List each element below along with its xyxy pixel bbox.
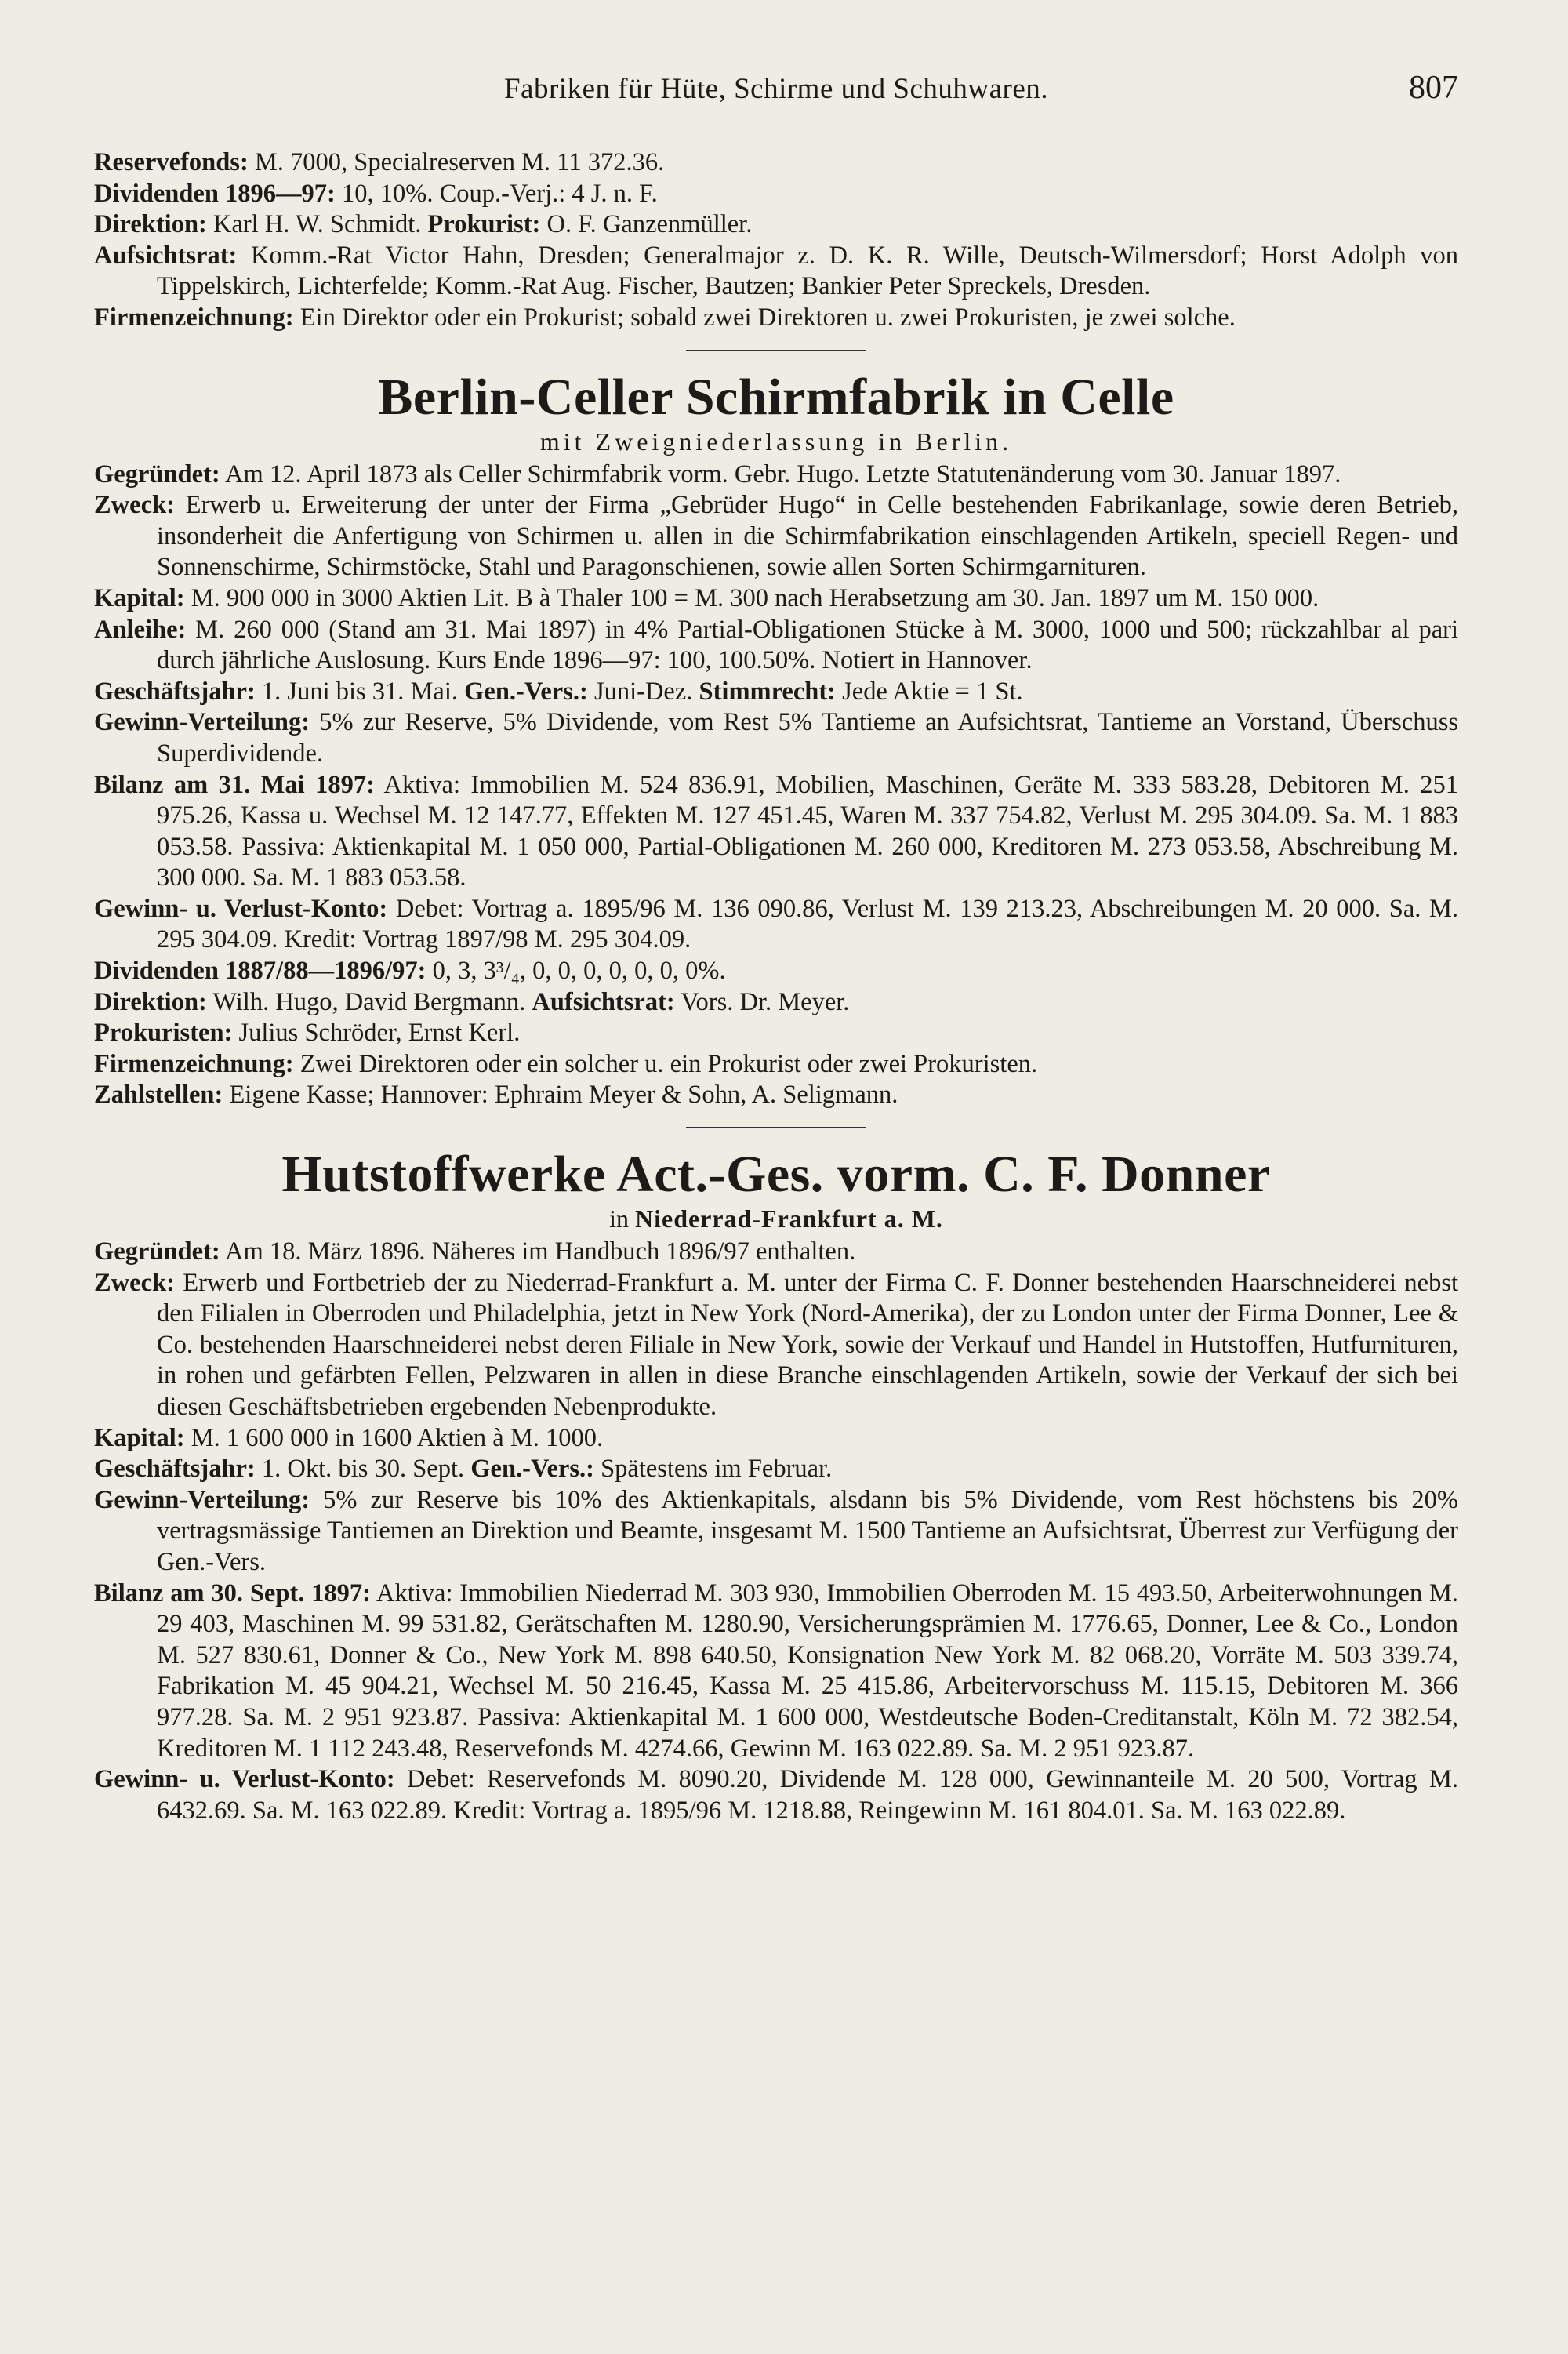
entry-direktion — [94, 209, 1458, 241]
entry-aufsichtsrat — [94, 241, 1458, 303]
entry-gegruendet — [94, 1237, 1458, 1268]
entry-gewinn-verlust-konto — [94, 1764, 1458, 1826]
entry-gegruendet — [94, 460, 1458, 491]
entry-label: Firmenzeichnung: — [94, 303, 294, 332]
entry-label: Gen.-Vers.: — [470, 1455, 594, 1484]
entry-label: Prokuristen: — [94, 1019, 233, 1048]
entry-label: Gen.-Vers.: — [464, 677, 588, 706]
entry-gewinn-verteilung — [94, 1485, 1458, 1578]
entry-text: Eigene Kasse; Hannover: Ephraim Meyer & Sohn, A. Seligmann. — [229, 1081, 898, 1110]
entry-label: Aufsichtsrat: — [532, 987, 675, 1016]
entry-text: Wilh. Hugo, David Bergmann. — [212, 987, 526, 1016]
company-subtitle — [94, 1204, 1458, 1233]
entry-label: Gewinn-Verteilung: — [94, 708, 310, 737]
entry-text: 0, 3, 3³/₄, 0, 0, 0, 0, 0, 0, 0%. — [432, 957, 726, 986]
entry-text: M. 7000, Specialreserven M. 11 372.36. — [254, 148, 665, 176]
entry-label: Geschäftsjahr: — [94, 1455, 256, 1484]
entry-label: Zweck: — [94, 1268, 175, 1297]
entry-text: Spätestens im Februar. — [601, 1455, 833, 1484]
entry-text: Am 12. April 1873 als Celler Schirmfabrik vorm. Gebr. Hugo. Letzte Statutenänderung vom 30. Januar 1897. — [225, 460, 1341, 489]
entry-label: Reservefonds: — [94, 148, 249, 176]
entry-label: Zahlstellen: — [94, 1081, 223, 1110]
entry-label: Dividenden 1896—97: — [94, 179, 336, 208]
page-number: 807 — [1409, 70, 1458, 106]
entry-label: Stimmrecht: — [699, 677, 836, 706]
entry-label: Dividenden 1887/88—1896/97: — [94, 957, 426, 986]
entry-label: Kapital: — [94, 1423, 185, 1452]
entry-anleihe — [94, 615, 1458, 677]
entry-label: Direktion: — [94, 987, 207, 1016]
entry-label: Bilanz am 30. Sept. 1897: — [94, 1578, 371, 1607]
entry-label: Firmenzeichnung: — [94, 1049, 294, 1078]
entry-label: Gegründet: — [94, 460, 220, 489]
entry-label: Direktion: — [94, 210, 207, 239]
entry-text: 1. Juni bis 31. Mai. — [261, 677, 459, 706]
page-header — [94, 72, 1458, 111]
entry-text: Komm.-Rat Victor Hahn, Dresden; Generalmajor z. D. K. R. Wille, Deutsch-Wilmersdorf; Horst Adolph von Tippelskirch, Lichterfelde; Komm.-Rat Aug. Fischer, Bautzen; Bankier Peter Spreckels, Dresden. — [157, 241, 1459, 301]
entry-label: Bilanz am 31. Mai 1897: — [94, 770, 375, 799]
entry-label: Gewinn- u. Verlust-Konto: — [94, 894, 388, 923]
entry-firmenzeichnung — [94, 303, 1458, 334]
entry-label: Anleihe: — [94, 615, 187, 644]
entry-reservefonds — [94, 147, 1458, 179]
entry-label: Gegründet: — [94, 1237, 220, 1266]
entry-geschaeftsjahr — [94, 677, 1458, 708]
entry-text: 1. Okt. bis 30. Sept. — [261, 1455, 465, 1484]
section-divider — [686, 1127, 866, 1128]
entry-text: Zwei Direktoren oder ein solcher u. ein Prokurist oder zwei Prokuristen. — [299, 1049, 1038, 1078]
entry-zweck — [94, 1268, 1458, 1423]
entry-text: M. 1 600 000 in 1600 Aktien à M. 1000. — [191, 1423, 604, 1452]
entry-text: O. F. Ganzenmüller. — [546, 210, 753, 239]
entry-dividenden — [94, 956, 1458, 987]
entry-text: M. 900 000 in 3000 Aktien Lit. B à Thaler 100 = M. 300 nach Herabsetzung am 30. Jan. 1897 um M. 150 000. — [191, 583, 1319, 612]
entry-geschaeftsjahr — [94, 1454, 1458, 1485]
entry-prokuristen — [94, 1018, 1458, 1049]
entry-text: Aktiva: Immobilien M. 524 836.91, Mobilien, Maschinen, Geräte M. 333 583.28, Debitoren M. 251 975.26, Kassa u. Wechsel M. 12 147.77, Effekten M. 127 451.45, Waren M. 337 754.82, Verlust M. 295 304.09. Sa. M. 1 883 053.58. Passiva: Aktienkapital M. 1 050 000, Partial-Obligationen M. 260 000, Kreditoren M. 273 053.58, Abschreibung M. 300 000. Sa. M. 1 883 053.58. — [157, 770, 1458, 892]
entry-label: Gewinn-Verteilung: — [94, 1485, 310, 1514]
entry-label: Gewinn- u. Verlust-Konto: — [94, 1765, 395, 1794]
entry-text: Erwerb u. Erweiterung der unter der Firma „Gebrüder Hugo“ in Celle bestehenden Fabrikanlage, sowie deren Betrieb, insonderheit die Anfertigung von Schirmen u. allen in die Schirmfabrikation einschlagenden Artikeln, speciell Regen- und Sonnenschirme, Schirmstöcke, Stahl und Paragonschienen, sowie allen Sorten Schirmgarnituren. — [157, 491, 1458, 582]
entry-zahlstellen — [94, 1080, 1458, 1111]
company-title: Berlin-Celler Schirmfabrik in Celle — [378, 368, 1174, 426]
entry-zweck — [94, 490, 1458, 583]
entry-dividenden — [94, 179, 1458, 210]
entry-gewinn-verlust-konto — [94, 894, 1458, 956]
subtitle-prefix: in — [609, 1204, 629, 1233]
entry-text: 5% zur Reserve, 5% Dividende, vom Rest 5% Tantieme an Aufsichtsrat, Tantieme an Vorstand, Überschuss Superdividende. — [157, 708, 1458, 768]
entry-gewinn-verteilung — [94, 707, 1458, 769]
entry-label: Zweck: — [94, 491, 175, 520]
entry-label: Kapital: — [94, 583, 185, 612]
entry-text: Erwerb und Fortbetrieb der zu Niederrad-Frankfurt a. M. unter der Firma C. F. Donner bestehenden Haarschneiderei nebst den Filialen in Oberroden und Philadelphia, jetzt in New York (Nord-Amerika), der zu London unter der Firma Donner, Lee & Co. bestehenden Haarschneiderei nebst deren Filiale in New York, sowie der Verkauf und Handel in Hutstoffen, Hutfurnituren, in rohen und gefärbten Fellen, Pelzwaren in allen in diese Branche einschlagenden Artikeln, sowie der Verkauf der sich bei diesen Geschäftsbetrieben ergebenden Nebenprodukte. — [157, 1268, 1459, 1421]
company-title: Hutstoffwerke Act.-Ges. vorm. C. F. Donner — [281, 1146, 1271, 1204]
entry-text: Juni-Dez. — [593, 677, 693, 706]
entry-text: M. 260 000 (Stand am 31. Mai 1897) in 4% Partial-Obligationen Stücke à M. 3000, 1000 und 500; rückzahlbar al pari durch jährliche Auslosung. Kurs Ende 1896—97: 100, 100.50%. Notiert in Hannover. — [157, 615, 1459, 675]
section-divider — [686, 350, 866, 351]
entry-firmenzeichnung — [94, 1049, 1458, 1081]
company-subtitle: mit Zweigniederlassung in Berlin. — [539, 427, 1013, 456]
running-title: Fabriken für Hüte, Schirme und Schuhwaren. — [503, 73, 1049, 105]
page-body — [94, 147, 1458, 1826]
entry-kapital — [94, 1423, 1458, 1455]
entry-text: Vors. Dr. Meyer. — [681, 987, 850, 1016]
entry-text: Am 18. März 1896. Näheres im Handbuch 1896/97 enthalten. — [225, 1237, 856, 1266]
entry-text: Aktiva: Immobilien Niederrad M. 303 930, Immobilien Oberroden M. 15 493.50, Arbeiterwohnungen M. 29 403, Maschinen M. 99 531.82, Gerätschaften M. 1280.90, Versicherungsprämien M. 1776.65, Donner, Lee & Co., London M. 527 830.61, Donner & Co., New York M. 898 640.50, Konsignation New York M. 82 068.20, Vorräte M. 503 339.74, Fabrikation M. 45 904.21, Wechsel M. 50 216.45, Kassa M. 25 415.86, Arbeitervorschuss M. 115.15, Debitoren M. 366 977.28. Sa. M. 2 951 923.87. Passiva: Aktienkapital M. 1 600 000, Westdeutsche Boden-Creditanstalt, Köln M. 72 382.54, Kreditoren M. 1 112 243.48, Reservefonds M. 4274.66, Gewinn M. 163 022.89. Sa. M. 2 951 923.87. — [157, 1578, 1459, 1763]
entry-text: Karl H. W. Schmidt. — [212, 210, 422, 239]
entry-text: Debet: Reservefonds M. 8090.20, Dividende M. 128 000, Gewinnanteile M. 20 500, Vortrag M. 6432.69. Sa. M. 163 022.89. Kredit: Vortrag a. 1895/96 M. 1218.88, Reingewinn M. 161 804.01. Sa. M. 163 022.89. — [157, 1765, 1458, 1825]
entry-text: Debet: Vortrag a. 1895/96 M. 136 090.86, Verlust M. 139 213.23, Abschreibungen M. 20 000. Sa. M. 295 304.09. Kredit: Vortrag 1897/98 M. 295 304.09. — [157, 894, 1459, 954]
entry-label: Geschäftsjahr: — [94, 677, 256, 706]
entry-text: Julius Schröder, Ernst Kerl. — [238, 1019, 521, 1048]
entry-label: Prokurist: — [427, 210, 541, 239]
subtitle-place: Niederrad-Frankfurt a. M. — [634, 1204, 943, 1233]
entry-direktion — [94, 987, 1458, 1019]
entry-text: Ein Direktor oder ein Prokurist; sobald zwei Direktoren u. zwei Prokuristen, je zwei solche. — [299, 303, 1236, 332]
entry-text: 10, 10%. Coup.-Verj.: 4 J. n. F. — [342, 179, 658, 208]
entry-bilanz — [94, 1578, 1458, 1765]
entry-text: Jede Aktie = 1 St. — [842, 677, 1023, 706]
entry-bilanz — [94, 770, 1458, 894]
entry-label: Aufsichtsrat: — [94, 241, 238, 270]
entry-kapital — [94, 583, 1458, 615]
entry-text: 5% zur Reserve bis 10% des Aktienkapitals, alsdann bis 5% Dividende, vom Rest höchstens bis 20% vertragsmässige Tantiemen an Direktion und Beamte, insgesamt M. 1500 Tantieme an Aufsichtsrat, Überrest zur Verfügung der Gen.-Vers. — [157, 1485, 1458, 1576]
